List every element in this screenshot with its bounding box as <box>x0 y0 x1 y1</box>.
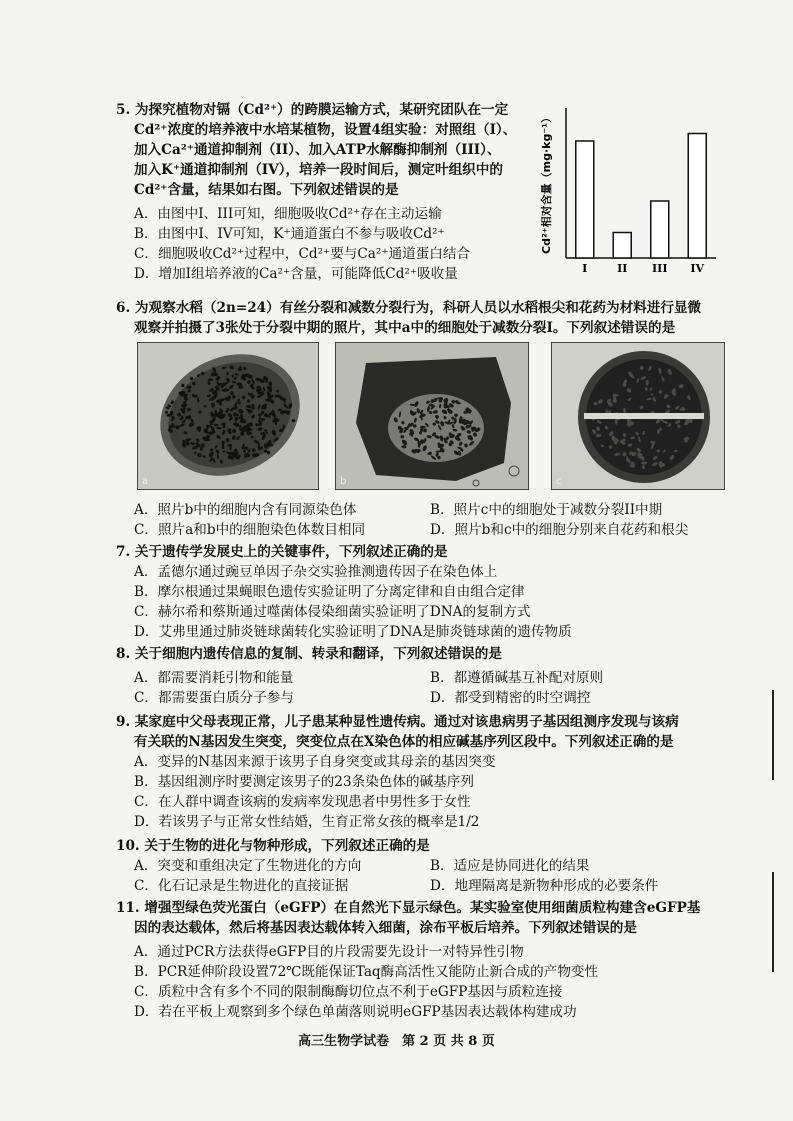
q10-option-a: A．突变和重组决定了生物进化的方向 <box>134 858 362 874</box>
q7-option-d: D．艾弗里通过肺炎链球菌转化实验证明了DNA是肺炎链球菌的遗传物质 <box>134 624 572 640</box>
photo-label-b: b <box>340 476 347 487</box>
photo-label-a: a <box>142 476 149 487</box>
q10-option-c: C．化石记录是生物进化的直接证据 <box>134 878 349 894</box>
q5-stem-line-3: 加入Ca²⁺通道抑制剂（II）、加入ATP水解酶抑制剂（III）、 <box>134 142 501 158</box>
q5-bar-chart <box>540 98 720 278</box>
q6-stem-line-2: 观察并拍摄了3张处于分裂中期的照片，其中a中的细胞处于减数分裂I。下列叙述错误的是 <box>134 320 676 336</box>
q5-option-d: D．增加I组培养液的Ca²⁺含量，可能降低Cd²⁺吸收量 <box>134 266 458 282</box>
q6-option-b: B．照片c中的细胞处于减数分裂II中期 <box>430 502 663 518</box>
q6-stem-line-1: 6. 为观察水稻（2n=24）有丝分裂和减数分裂行为，科研人员以水稻根尖和花药为材料进行显微 <box>116 300 702 316</box>
q9-stem-line-2: 有关联的N基因发生突变，突变位点在X染色体的相应碱基序列区段中。下列叙述正确的是 <box>134 734 674 750</box>
tick-label-IV: IV <box>690 262 705 275</box>
q9-option-b: B．基因组测序时要测定该男子的23条染色体的碱基序列 <box>134 774 474 790</box>
q11-option-a: A．通过PCR方法获得eGFP目的片段需要先设计一对特异性引物 <box>134 944 524 960</box>
margin-binding-line <box>772 690 774 780</box>
q5-stem-line-1: 5. 为探究植物对镉（Cd²⁺）的跨膜运输方式，某研究团队在一定 <box>116 102 509 118</box>
q10-option-d: D．地理隔离是新物种形成的必要条件 <box>430 878 659 894</box>
q8-option-c: C．都需要蛋白质分子参与 <box>134 690 294 706</box>
q5-option-a: A．由图中I、III可知，细胞吸收Cd²⁺存在主动运输 <box>134 206 442 222</box>
bar-III <box>651 201 669 258</box>
q9-option-c: C．在人群中调查该病的发病率发现患者中男性多于女性 <box>134 794 471 810</box>
bar-IV <box>688 134 706 259</box>
q11-option-d: D．若在平板上观察到多个绿色单菌落则说明eGFP基因表达载体构建成功 <box>134 1004 577 1020</box>
question-8 <box>116 644 603 708</box>
q5-stem-line-4: 加入K⁺通道抑制剂（IV），培养一段时间后，测定叶组织中的 <box>134 162 503 178</box>
micrograph-b <box>335 342 529 490</box>
q11-stem-line-1: 11. 增强型绿色荧光蛋白（eGFP）在自然光下显示绿色。某实验室使用细菌质粒构建含eGFP基 <box>116 900 701 916</box>
question-5 <box>116 100 516 284</box>
tick-label-II: II <box>617 262 628 275</box>
q8-stem: 8. 关于细胞内遗传信息的复制、转录和翻译，下列叙述错误的是 <box>116 646 502 662</box>
q11-option-c: C．质粒中含有多个不同的限制酶酶切位点不利于eGFP基因与质粒连接 <box>134 984 563 1000</box>
q7-stem: 7. 关于遗传学发展史上的关键事件，下列叙述正确的是 <box>116 544 448 560</box>
question-9 <box>116 712 679 832</box>
micrograph-c <box>551 342 725 490</box>
q10-stem: 10. 关于生物的进化与物种形成，下列叙述正确的是 <box>116 838 430 854</box>
q7-option-a: A．孟德尔通过豌豆单因子杂交实验推测遗传因子在染色体上 <box>134 564 498 580</box>
bar-II <box>613 233 631 259</box>
page-footer: 高三生物学试卷 第 2 页 共 8 页 <box>298 1034 495 1049</box>
q6-option-c: C．照片a和b中的细胞染色体数目相同 <box>134 522 366 538</box>
q5-option-b: B．由图中I、IV可知，K⁺通道蛋白不参与吸收Cd²⁺ <box>134 226 445 242</box>
q10-option-b: B．适应是协同进化的结果 <box>430 858 590 874</box>
q5-option-c: C．细胞吸收Cd²⁺过程中，Cd²⁺要与Ca²⁺通道蛋白结合 <box>134 246 471 262</box>
q11-stem-line-2: 因的表达载体，然后将基因表达载体转入细菌，涂布平板后培养。下列叙述错误的是 <box>134 920 637 936</box>
question-10 <box>116 836 658 896</box>
q9-option-d: D．若该男子与正常女性结婚，生育正常女孩的概率是1/2 <box>134 814 480 830</box>
bar-I <box>576 141 594 258</box>
q8-option-a: A．都需要消耗引物和能量 <box>134 670 294 686</box>
q6-option-d: D．照片b和c中的细胞分别来自花药和根尖 <box>430 522 689 538</box>
q9-option-a: A．变异的N基因来源于该男子自身突变或其母亲的基因突变 <box>134 754 496 770</box>
micrograph-a <box>137 342 319 490</box>
y-axis-label: Cd²⁺相对含量（mg·kg⁻¹） <box>540 112 553 254</box>
tick-label-III: III <box>652 262 668 275</box>
question-11 <box>116 898 700 1022</box>
q9-stem-line-1: 9. 某家庭中父母表现正常，儿子患某种显性遗传病。通过对该患病男子基因组测序发现与该病 <box>116 714 679 730</box>
photo-label-c: c <box>556 476 562 487</box>
q6-options <box>134 500 688 540</box>
q7-option-c: C．赫尔希和蔡斯通过噬菌体侵染细菌实验证明了DNA的复制方式 <box>134 604 531 620</box>
margin-binding-line-2 <box>772 872 774 972</box>
q8-option-b: B．都遵循碱基互补配对原则 <box>430 670 604 686</box>
q5-stem-line-5: Cd²⁺含量，结果如右图。下列叙述错误的是 <box>134 182 399 198</box>
q8-option-d: D．都受到精密的时空调控 <box>430 690 591 706</box>
question-7 <box>116 542 572 642</box>
q11-option-b: B．PCR延伸阶段设置72℃既能保证Taq酶高活性又能防止新合成的产物变性 <box>134 964 599 980</box>
q6-option-a: A．照片b中的细胞内含有同源染色体 <box>134 502 357 518</box>
tick-label-I: I <box>582 262 588 275</box>
q7-option-b: B．摩尔根通过果蝇眼色遗传实验证明了分离定律和自由组合定律 <box>134 584 525 600</box>
question-6 <box>116 298 701 338</box>
q5-stem-line-2: Cd²⁺浓度的培养液中水培某植物，设置4组实验：对照组（I）、 <box>134 122 517 138</box>
